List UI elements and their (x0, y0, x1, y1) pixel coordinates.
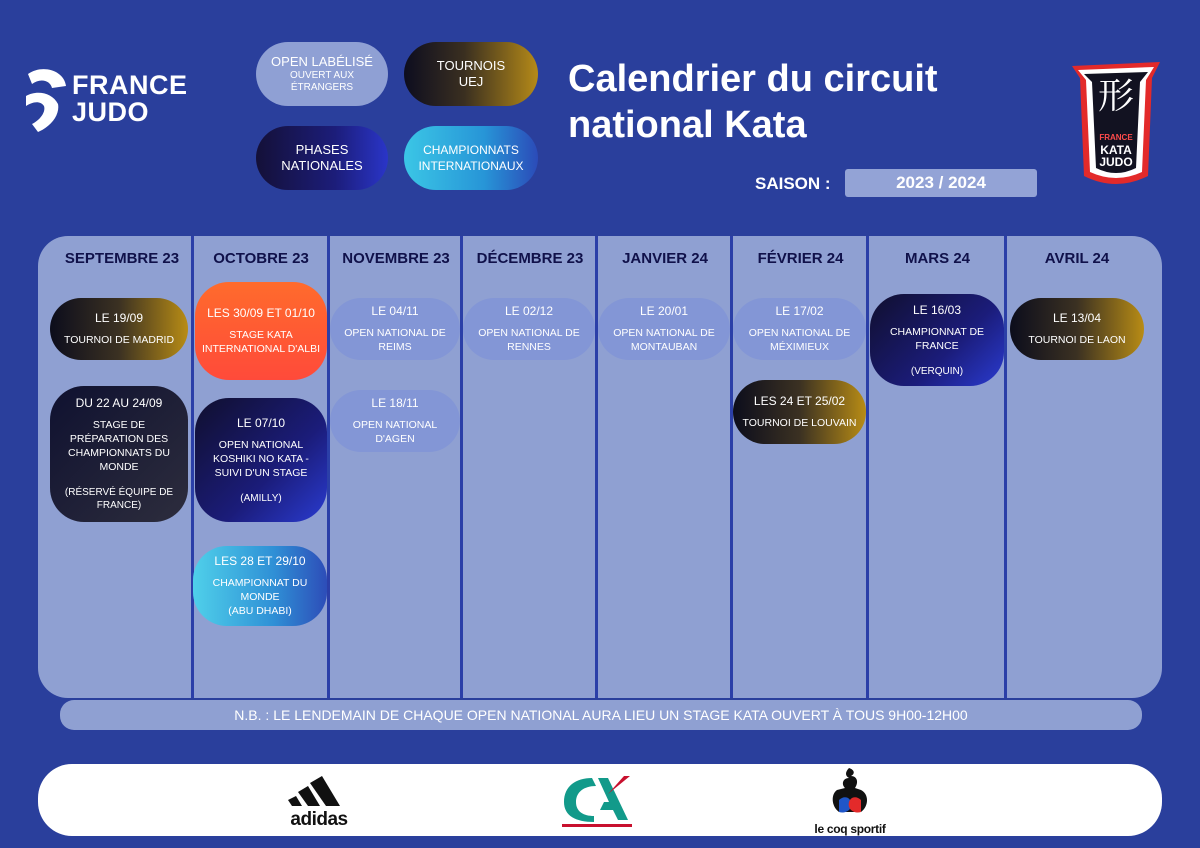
event-date: LES 28 ET 29/10 (214, 554, 306, 568)
event-open-meximieux[interactable] (733, 298, 866, 360)
month-header: NOVEMBRE 23 (342, 250, 450, 267)
lecoqsportif-wordmark: le coq sportif (814, 822, 886, 836)
legend-open-sub: OUVERT AUX ÉTRANGERS (289, 70, 355, 93)
season-label: SAISON : (755, 174, 831, 193)
event-championnat-de-france[interactable] (870, 294, 1004, 386)
event-date: LE 16/03 (912, 302, 962, 317)
month-header: AVRIL 24 (1044, 250, 1110, 267)
month-header: OCTOBRE 23 (213, 250, 309, 267)
event-note: (AMILLY) (240, 492, 282, 504)
legend-phases-nationales (256, 126, 388, 190)
column-divider (595, 236, 598, 698)
event-date: LE 20/01 (639, 304, 689, 318)
event-open-rennes[interactable] (463, 298, 595, 360)
kata-glyph: 形 (1097, 76, 1135, 117)
month-header: MARS 24 (904, 250, 971, 267)
kata-shield-icon (1068, 58, 1164, 190)
event-stage-kata-albi[interactable] (195, 282, 327, 380)
kata-emblem-line3: JUDO (1099, 155, 1133, 169)
event-open-reims[interactable] (330, 298, 460, 360)
event-note: (ABU DHABI) (228, 605, 292, 617)
legend-champ-label: CHAMPIONNATS INTERNATIONAUX (418, 143, 524, 173)
rooster-icon (815, 766, 885, 818)
legend-uej-label: TOURNOIS UEJ (436, 58, 506, 89)
event-name: TOURNOI DE MADRID (63, 334, 175, 346)
legend-open-label: OPEN LABÉLISÉ (271, 54, 373, 69)
event-name: OPEN NATIONAL KOSHIKI NO KATA - SUIVI D'UN STAGE (213, 438, 309, 479)
france-judo-logo (22, 66, 212, 138)
adidas-logo (280, 776, 358, 828)
event-date: LE 07/10 (236, 415, 286, 430)
column-divider (730, 236, 733, 698)
legend-championnats-internationaux (404, 126, 538, 190)
event-name: TOURNOI DE LAON (1028, 334, 1126, 346)
lecoqsportif-logo (808, 766, 892, 834)
event-note: (VERQUIN) (910, 365, 964, 377)
legend-open-labelise (256, 42, 388, 106)
event-date: LE 04/11 (371, 304, 419, 318)
column-divider (191, 236, 194, 698)
credit-agricole-icon (558, 772, 638, 830)
event-tournoi-laon[interactable] (1010, 298, 1144, 360)
legend-tournois-uej (404, 42, 538, 106)
event-date: LE 17/02 (775, 304, 824, 318)
event-name: OPEN NATIONAL D'AGEN (352, 419, 438, 445)
event-date: LES 30/09 ET 01/10 (207, 306, 315, 320)
event-date: LE 19/09 (94, 311, 144, 325)
event-date: LES 24 ET 25/02 (753, 394, 846, 408)
event-tournoi-louvain[interactable] (733, 380, 866, 444)
event-date: DU 22 AU 24/09 (75, 396, 163, 410)
adidas-stripes-icon (288, 776, 350, 806)
event-tournoi-madrid[interactable] (50, 298, 188, 360)
event-name: CHAMPIONNAT DU MONDE (212, 577, 308, 603)
event-date: LE 13/04 (1052, 311, 1102, 325)
legend-phases-label: PHASES NATIONALES (281, 142, 363, 173)
event-date: LE 18/11 (371, 396, 419, 410)
month-header: JANVIER 24 (622, 250, 708, 267)
sponsors-bar (38, 764, 1162, 836)
event-note: (RÉSERVÉ ÉQUIPE DE FRANCE) (64, 487, 174, 511)
event-stage-preparation[interactable] (50, 386, 188, 522)
france-kata-judo-logo (1068, 58, 1164, 190)
france-judo-emblem-icon (22, 66, 70, 138)
event-name: OPEN NATIONAL DE MONTAUBAN (613, 327, 715, 353)
season-value: 2023 / 2024 (845, 169, 1037, 197)
month-header: FÉVRIER 24 (757, 250, 844, 267)
event-open-agen[interactable] (330, 390, 460, 452)
column-divider (327, 236, 330, 698)
page-title: Calendrier du circuit national Kata (568, 58, 938, 146)
event-date: LE 02/12 (504, 304, 554, 318)
event-name: CHAMPIONNAT DE FRANCE (889, 325, 985, 352)
month-header: SEPTEMBRE 23 (64, 250, 180, 267)
event-name: OPEN NATIONAL DE REIMS (344, 327, 446, 353)
adidas-wordmark: adidas (290, 809, 348, 830)
month-header: DÉCEMBRE 23 (476, 250, 584, 267)
calendar-grid (38, 236, 1162, 698)
event-name: TOURNOI DE LOUVAIN (742, 417, 857, 429)
credit-agricole-logo (558, 772, 638, 830)
brand-name-line2: JUDO (72, 97, 150, 127)
event-name: OPEN NATIONAL DE MÉXIMIEUX (748, 327, 851, 353)
nb-note: N.B. : LE LENDEMAIN DE CHAQUE OPEN NATIONAL AURA LIEU UN STAGE KATA OUVERT À TOUS 9H00-12H00 (60, 700, 1142, 730)
event-open-koshiki[interactable] (195, 398, 327, 522)
event-name: STAGE DE PRÉPARATION DES CHAMPIONNATS DU MONDE (68, 419, 170, 473)
event-open-montauban[interactable] (598, 298, 730, 360)
column-divider (460, 236, 463, 698)
event-name: OPEN NATIONAL DE RENNES (478, 327, 580, 353)
column-divider (866, 236, 869, 698)
kata-emblem-line2: KATA (1100, 143, 1132, 157)
event-championnat-du-monde[interactable] (193, 546, 327, 626)
event-name: STAGE KATA INTERNATIONAL D'ALBI (201, 329, 321, 355)
column-divider (1004, 236, 1007, 698)
brand-name-line1: FRANCE (72, 70, 188, 100)
kata-emblem-line1: FRANCE (1099, 133, 1133, 142)
